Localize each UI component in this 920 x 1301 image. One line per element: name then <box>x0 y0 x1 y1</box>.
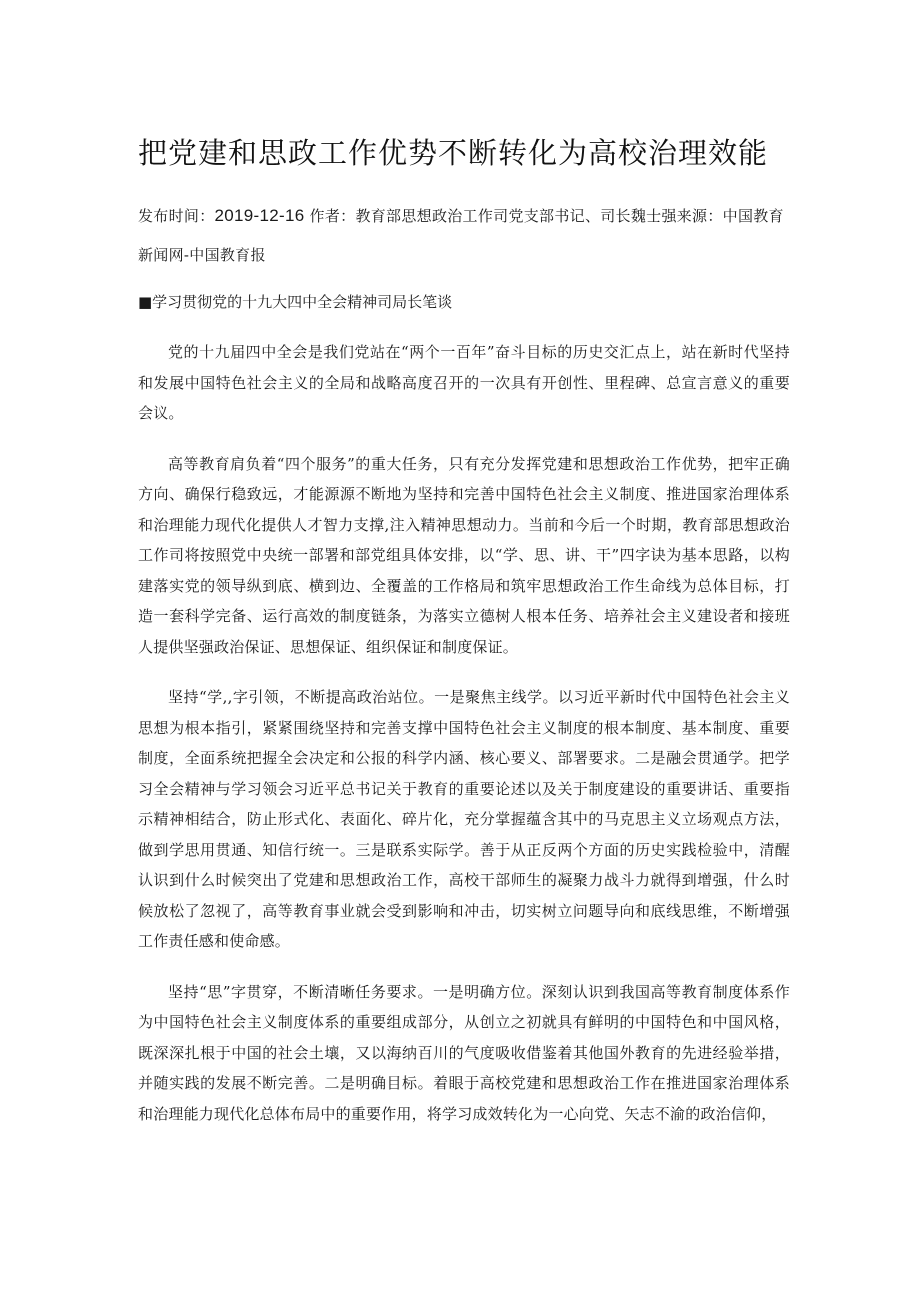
article-meta <box>138 196 790 275</box>
column-heading: ■学习贯彻党的十九大四中全会精神司局长笔谈 <box>138 293 453 311</box>
article-title: 把党建和思政工作优势不断转化为高校治理效能 <box>138 136 769 170</box>
paragraph-4: 坚持“思”字贯穿，不断清晰任务要求。一是明确方位。深刻认识到我国高等教育制度体系作为中国特色社会主义制度体系的重要组成部分，从创立之初就具有鲜明的中国特色和中国风格，既深深扎根于中国的社会土壤，又以海纳百川的气度吸收借鉴着其他国外教育的先进经验举措，并随实践的发展不断完善。二是明确目标。着眼于高校党建和思想政治工作在推进国家治理体系和治理能力现代化总体布局中的重要作用，将学习成效转化为一心向党、矢志不渝的政治信仰， <box>138 982 790 1123</box>
meta-author-source: 作者：教育部思想政治工作司党支部书记、司长魏士强来源：中国教育新闻网-中国教育报 <box>138 207 784 264</box>
paragraph-2: 高等教育肩负着“四个服务”的重大任务，只有充分发挥党建和思想政治工作优势，把牢正确方向、确保行稳致远，才能源源不断地为坚持和完善中国特色社会主义制度、推进国家治理体系和治理能力现代化提供人才智力支撑,注入精神思想动力。当前和今后一个时期，教育部思想政治工作司将按照党中央统一部署和部党组具体安排，以“学、思、讲、干”四字诀为基本思路，以构建落实党的领导纵到底、横到边、全覆盖的工作格局和筑牢思想政治工作生命线为总体目标，打造一套科学完备、运行高效的制度链条，为落实立德树人根本任务、培养社会主义建设者和接班人提供坚强政治保证、思想保证、组织保证和制度保证。 <box>138 454 790 656</box>
paragraph-3: 坚持“学,,字引领，不断提高政治站位。一是聚焦主线学。以习近平新时代中国特色社会主义思想为根本指引，紧紧围绕坚持和完善支撑中国特色社会主义制度的根本制度、基本制度、重要制度，全面系统把握全会决定和公报的科学内涵、核心要义、部署要求。二是融会贯通学。把学习全会精神与学习领会习近平总书记关于教育的重要论述以及关于制度建设的重要讲话、重要指示精神相结合，防止形式化、表面化、碎片化，充分掌握蕴含其中的马克思主义立场观点方法，做到学思用贯通、知信行统一。三是联系实际学。善于从正反两个方面的历史实践检验中，清醒认识到什么时候突出了党建和思想政治工作，高校干部师生的凝聚力战斗力就得到增强，什么时候放松了忽视了，高等教育事业就会受到影响和冲击，切实树立问题导向和底线思维，不断增强工作责任感和使命感。 <box>138 688 790 950</box>
paragraph-1: 党的十九届四中全会是我们党站在“两个一百年”奋斗目标的历史交汇点上，站在新时代坚持和发展中国特色社会主义的全局和战略高度召开的一次具有开创性、里程碑、总宣言意义的重要会议。 <box>138 343 790 422</box>
publish-date: 2019-12-16 <box>214 206 305 225</box>
meta-prefix: 发布时间： <box>138 207 215 225</box>
article-body <box>138 128 790 1149</box>
